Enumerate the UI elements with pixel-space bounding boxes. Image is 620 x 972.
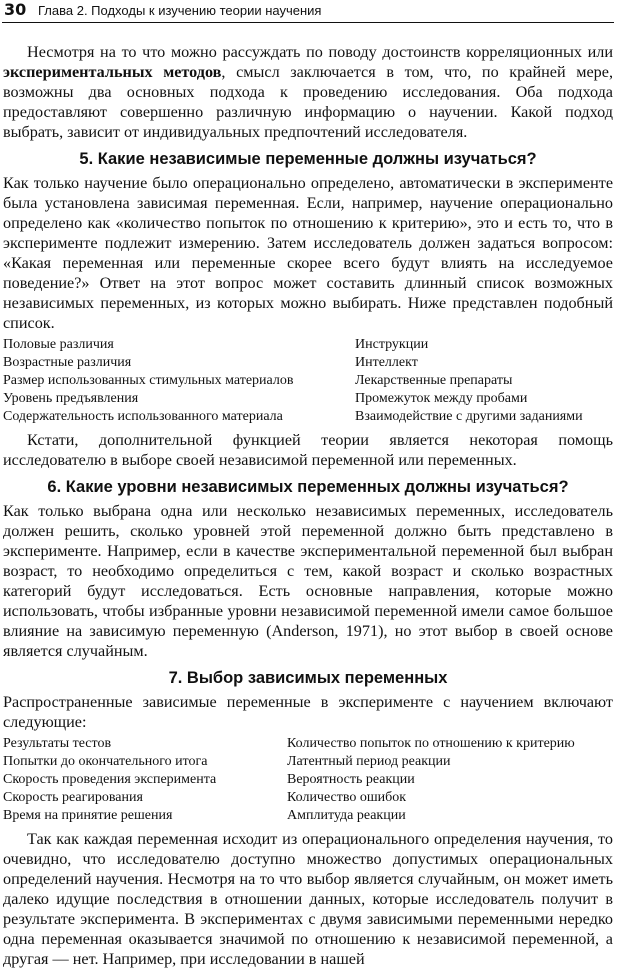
section-5-paragraph: Как только научение было операционально определено, автоматически в эксперименте была установлена зависимая переменная. Если, например, научение операционально определено как «количество попыток по отношению к критерию», это и есть то, что в эксперименте подлежит измерению. Затем исследователь должен задаться вопросом: «Какая переменная или переменные скорее всего будут влиять на исследуемое поведение?» Ответ на этот вопрос может составить длинный список возможных независимых переменных, из которых можно выбирать. Ниже представлен подобный список. (3, 174, 613, 332)
list-item: Амплитуда реакции (287, 808, 406, 823)
section-7-heading: 7. Выбор зависимых переменных (168, 669, 448, 687)
section-5-heading: 5. Какие независимые переменные должны изучаться? (79, 150, 537, 168)
list-item: Количество попыток по отношению к критерию (287, 736, 575, 751)
body-text (3, 42, 613, 969)
list-item: Интеллект (355, 355, 418, 370)
list-item: Размер использованных стимульных материалов (3, 373, 294, 388)
list-item: Результаты тестов (3, 736, 112, 751)
bold-term: экспериментальных методов (3, 63, 222, 81)
section-6-heading: 6. Какие уровни независимых переменных должны изучаться? (47, 478, 569, 496)
list-item: Содержательность использованного материала (3, 409, 283, 424)
list-item: Время на принятие решения (3, 808, 173, 823)
section-5-after-list: Кстати, дополнительной функцией теории является некоторая помощь исследователю в выборе своей независимой переменной или переменных. (3, 431, 613, 469)
running-header (2, 0, 614, 23)
list-column-right (287, 735, 575, 825)
list-column-right (355, 336, 583, 426)
independent-variables-list (3, 336, 613, 426)
list-item: Лекарственные препараты (355, 373, 513, 388)
list-item: Инструкции (355, 337, 429, 352)
section-7-paragraph: Распространенные зависимые переменные в эксперименте с научением включают следующие: (3, 693, 613, 731)
list-item: Латентный период реакции (287, 754, 451, 769)
dependent-variables-list (3, 735, 613, 825)
chapter-title: Глава 2. Подходы к изучению теории научения (38, 3, 322, 18)
list-item: Вероятность реакции (287, 772, 415, 787)
list-item: Попытки до окончательного итога (3, 754, 208, 769)
list-item: Промежуток между пробами (355, 391, 528, 406)
section-7-after-list: Так как каждая переменная исходит из операционального определения научения, то очевидно, что исследователю доступно множество допустимых операциональных определений научения. Несмотря на то что выбор является случайным, он может иметь далеко идущие последствия в отношении данных, которые исследователь получит в результате эксперимента. В экспериментах с двумя зависимыми переменными нередко одна переменная оказывается значимой по отношению к независимой переменной, а другая — нет. Например, при исследовании в нашей (3, 830, 613, 968)
intro-paragraph: Несмотря на то что можно рассуждать по поводу достоинств корреляционных или экспериментальных методов, смысл заключается в том, что, по крайней мере, возможны два основных подхода к проведению исследования. Оба подхода предоставляют совершенно различную информацию о научении. Какой подход выбрать, зависит от индивидуальных предпочтений исследователя. (3, 43, 614, 141)
list-item: Скорость реагирования (3, 790, 143, 805)
list-item: Взаимодействие с другими заданиями (355, 409, 583, 424)
list-item: Возрастные различия (3, 355, 132, 370)
list-item: Количество ошибок (287, 790, 407, 805)
list-item: Скорость проведения эксперимента (3, 772, 217, 787)
section-6-paragraph: Как только выбрана одна или несколько независимых переменных, исследователь должен решить, сколько уровней этой переменной должно быть представлено в эксперименте. Например, если в качестве экспериментальной переменной был выбран возраст, то необходимо определиться с тем, какой возраст и сколько возрастных категорий будут исследоваться. Есть основные направления, которые можно использовать, чтобы избранные уровни независимой переменной имели самое большое влияние на зависимую переменную (Anderson, 1971), но этот выбор в своей основе является случайным. (3, 502, 613, 660)
list-column-left (3, 336, 355, 426)
list-column-left (3, 735, 287, 825)
list-item: Половые различия (3, 337, 114, 352)
list-item: Уровень предъявления (3, 391, 139, 406)
page-number: 30 (4, 0, 27, 19)
